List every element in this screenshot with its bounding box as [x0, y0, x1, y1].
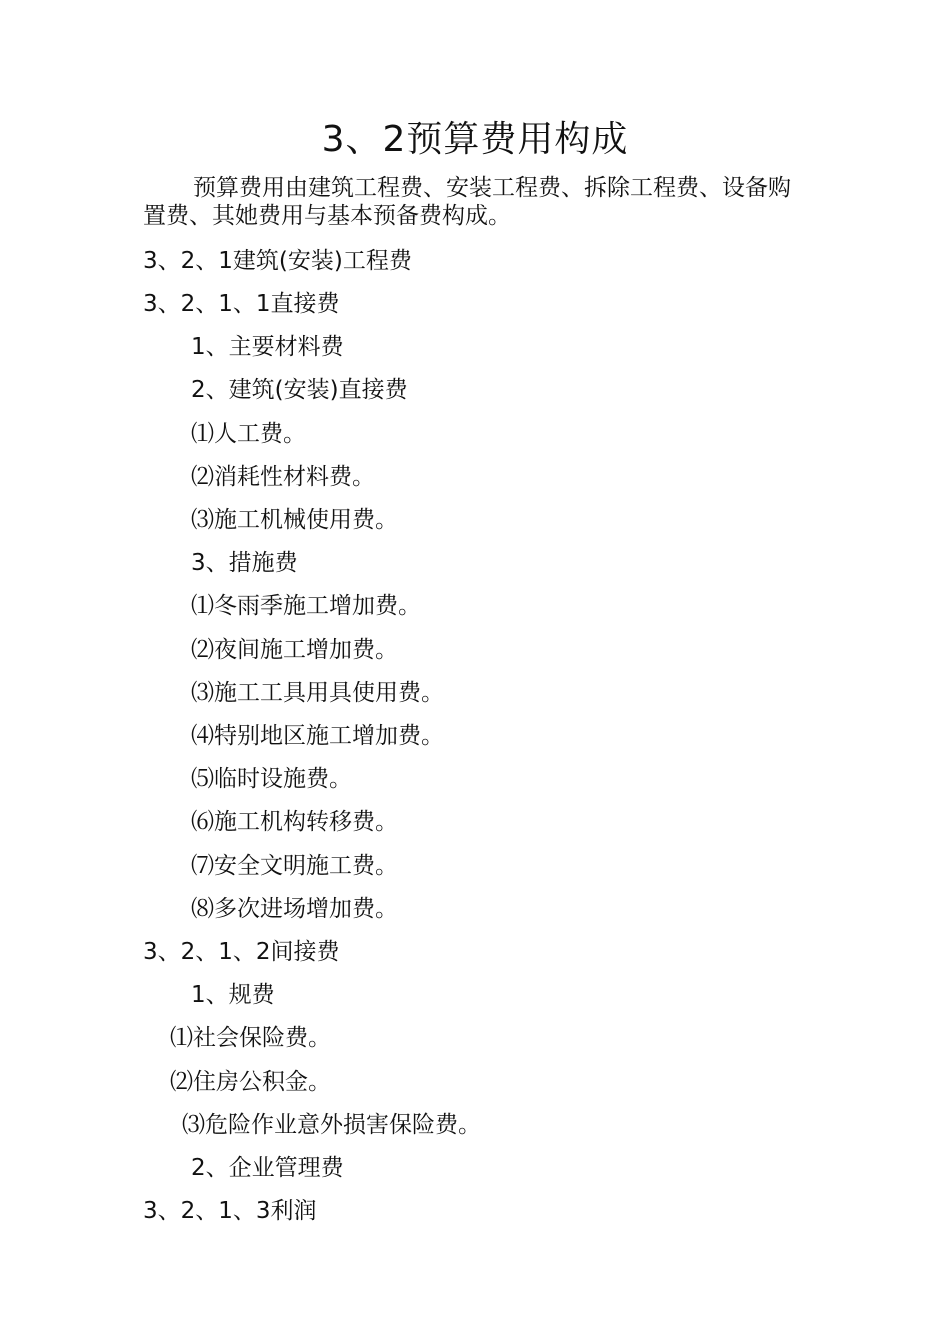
- list-item: 3、措施费: [191, 550, 298, 576]
- list-item: 2、企业管理费: [191, 1155, 344, 1181]
- heading-3-2-1: 3、2、1建筑(安装)工程费: [143, 248, 412, 274]
- sub-list-item: ⑵消耗性材料费。: [191, 464, 375, 490]
- list-item: 1、主要材料费: [191, 334, 344, 360]
- intro-paragraph: 预算费用由建筑工程费、安装工程费、拆除工程费、设备购置费、其她费用与基本预备费构成。: [143, 175, 791, 229]
- sub-list-item: ⑺安全文明施工费。: [191, 853, 398, 879]
- list-item: 2、建筑(安装)直接费: [191, 377, 408, 403]
- heading-3-2-1-1: 3、2、1、1直接费: [143, 291, 340, 317]
- sub-list-item: ⑴人工费。: [191, 421, 306, 447]
- list-item: 1、规费: [191, 982, 275, 1008]
- sub-list-item: ⑵夜间施工增加费。: [191, 637, 398, 663]
- sub-list-item: ⑻多次进场增加费。: [191, 896, 398, 922]
- heading-3-2-1-2: 3、2、1、2间接费: [143, 939, 340, 965]
- sub-list-item: ⑵住房公积金。: [170, 1069, 331, 1095]
- sub-list-item: ⑴社会保险费。: [170, 1025, 331, 1051]
- sub-list-item: ⑴冬雨季施工增加费。: [191, 593, 421, 619]
- sub-list-item: ⑶危险作业意外损害保险费。: [182, 1112, 481, 1138]
- sub-list-item: ⑹施工机构转移费。: [191, 809, 398, 835]
- sub-list-item: ⑶施工机械使用费。: [191, 507, 398, 533]
- heading-3-2-1-3: 3、2、1、3利润: [143, 1198, 317, 1224]
- sub-list-item: ⑸临时设施费。: [191, 766, 352, 792]
- sub-list-item: ⑶施工工具用具使用费。: [191, 680, 444, 706]
- sub-list-item: ⑷特别地区施工增加费。: [191, 723, 444, 749]
- section-title: 3、2预算费用构成: [321, 119, 629, 160]
